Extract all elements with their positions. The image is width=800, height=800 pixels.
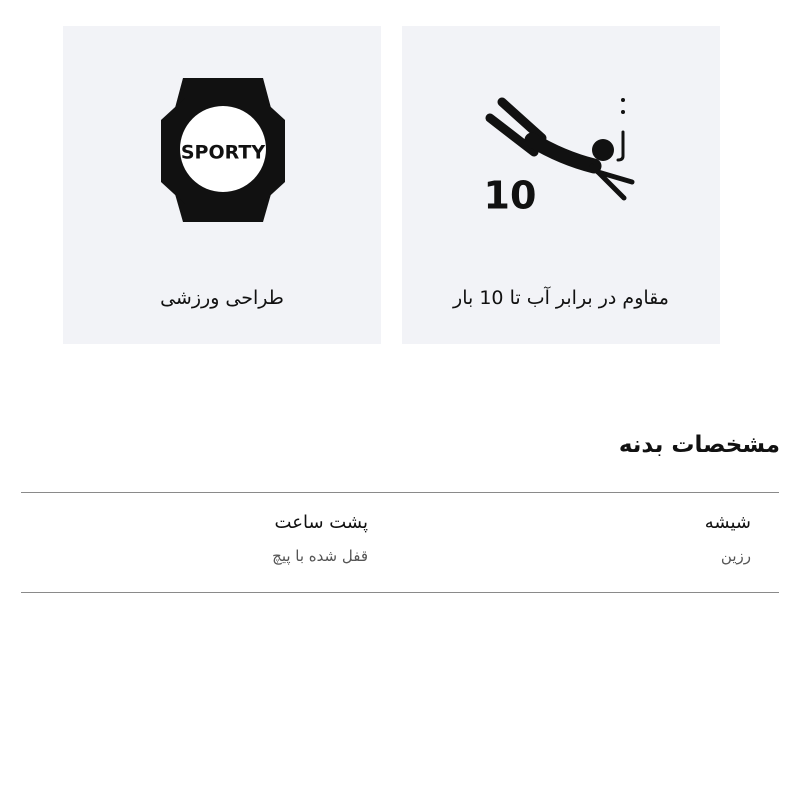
feature-card-sporty (63, 26, 381, 344)
spec-case-back (272, 508, 368, 568)
spec-glass-value: رزین (720, 547, 751, 565)
diver-icon (402, 26, 720, 266)
feature-card-water-resistance (402, 26, 720, 344)
sporty-design-label: طراحی ورزشی (160, 287, 284, 309)
spec-case-back-label: پشت ساعت (274, 512, 368, 533)
body-specs-title: مشخصات بدنه (618, 432, 780, 458)
specs-divider-bottom (21, 592, 779, 593)
water-resistance-label: مقاوم در برابر آب تا 10 بار (453, 287, 669, 309)
specs-divider-top (21, 492, 779, 493)
spec-glass (705, 508, 751, 568)
spec-glass-label: شیشه (704, 512, 751, 533)
water-depth-number: 10 (483, 173, 537, 218)
sporty-watch-icon (63, 26, 381, 266)
spec-case-back-value: قفل شده با پیچ (272, 547, 368, 565)
sporty-dial-text: SPORTY (180, 141, 266, 164)
